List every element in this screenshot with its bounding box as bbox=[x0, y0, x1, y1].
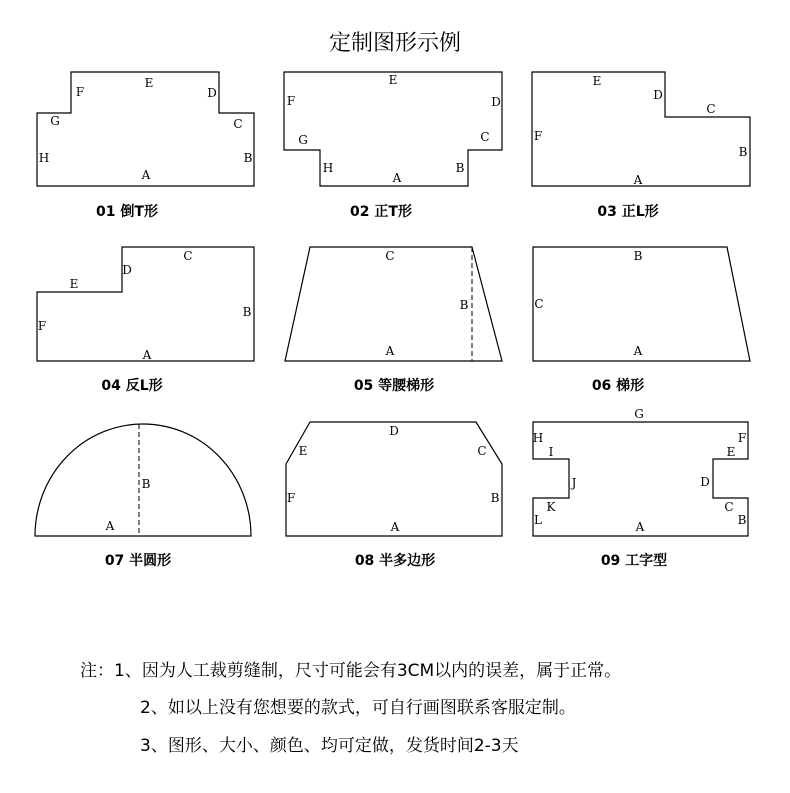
side-label-A: A bbox=[142, 348, 152, 362]
side-label-H: H bbox=[38, 151, 50, 165]
side-label-K: K bbox=[546, 500, 556, 514]
side-label-C: C bbox=[706, 102, 716, 116]
side-label-D: D bbox=[389, 424, 399, 438]
note-2: 2、如以上没有您想要的款式，可自行画图联系客服定制。 bbox=[140, 698, 576, 718]
side-label-E: E bbox=[388, 73, 398, 87]
side-label-B: B bbox=[459, 298, 469, 312]
shape-4 bbox=[37, 247, 254, 394]
side-label-F: F bbox=[286, 491, 296, 505]
note-1: 注：1、因为人工裁剪缝制，尺寸可能会有3CM以内的误差，属于正常。 bbox=[80, 661, 622, 681]
note-3: 3、图形、大小、颜色、均可定做，发货时间2-3天 bbox=[140, 736, 519, 756]
side-label-H: H bbox=[322, 161, 334, 175]
side-label-E: E bbox=[592, 74, 602, 88]
shape-1 bbox=[37, 72, 254, 220]
side-label-E: E bbox=[298, 444, 308, 458]
side-label-G: G bbox=[50, 114, 60, 128]
side-label-C: C bbox=[477, 444, 487, 458]
shape-caption: 07 半圆形 bbox=[104, 553, 172, 569]
side-label-G: G bbox=[298, 133, 308, 147]
side-label-D: D bbox=[122, 263, 132, 277]
shape-outline bbox=[533, 422, 748, 536]
side-label-A: A bbox=[390, 520, 400, 534]
side-label-G: G bbox=[634, 407, 644, 421]
shape-3 bbox=[532, 72, 750, 220]
side-label-J: J bbox=[571, 476, 577, 490]
shape-caption: 01 倒T形 bbox=[96, 204, 158, 220]
shape-8 bbox=[286, 422, 502, 569]
side-label-F: F bbox=[37, 319, 47, 333]
side-label-A: A bbox=[633, 173, 643, 187]
shape-caption: 02 正T形 bbox=[350, 204, 412, 220]
side-label-C: C bbox=[233, 117, 243, 131]
side-label-B: B bbox=[243, 151, 253, 165]
side-label-C: C bbox=[183, 249, 193, 263]
side-label-B: B bbox=[141, 477, 151, 491]
side-label-B: B bbox=[490, 491, 500, 505]
shape-outline bbox=[286, 422, 502, 536]
side-label-D: D bbox=[491, 95, 501, 109]
side-label-B: B bbox=[455, 161, 465, 175]
shape-caption: 05 等腰梯形 bbox=[353, 378, 435, 394]
side-label-E: E bbox=[726, 445, 736, 459]
side-label-C: C bbox=[534, 297, 544, 311]
side-label-A: A bbox=[105, 519, 115, 533]
side-label-A: A bbox=[141, 168, 151, 182]
side-label-F: F bbox=[75, 85, 85, 99]
shape-outline bbox=[284, 72, 502, 186]
shape-7 bbox=[35, 424, 251, 569]
side-label-E: E bbox=[69, 277, 79, 291]
shape-2 bbox=[284, 72, 502, 220]
side-label-D: D bbox=[207, 86, 217, 100]
side-label-A: A bbox=[633, 344, 643, 358]
side-label-A: A bbox=[392, 171, 402, 185]
page-title: 定制图形示例 bbox=[328, 31, 461, 56]
side-label-I: I bbox=[548, 445, 554, 459]
shape-caption: 09 工字型 bbox=[600, 553, 668, 569]
shape-outline bbox=[532, 72, 750, 186]
shape-outline bbox=[37, 247, 254, 361]
shape-caption: 04 反L形 bbox=[101, 378, 163, 394]
side-label-B: B bbox=[633, 249, 643, 263]
shape-caption: 03 正L形 bbox=[597, 204, 659, 220]
shape-caption: 06 梯形 bbox=[591, 378, 645, 394]
side-label-D: D bbox=[653, 88, 663, 102]
side-label-H: H bbox=[532, 431, 544, 445]
side-label-L: L bbox=[534, 513, 542, 527]
side-label-F: F bbox=[286, 94, 296, 108]
side-label-C: C bbox=[480, 130, 490, 144]
side-label-B: B bbox=[738, 145, 748, 159]
side-label-B: B bbox=[242, 305, 252, 319]
shape-6 bbox=[533, 247, 750, 394]
side-label-E: E bbox=[144, 76, 154, 90]
side-label-A: A bbox=[635, 520, 645, 534]
side-label-F: F bbox=[737, 431, 747, 445]
side-label-C: C bbox=[385, 249, 395, 263]
side-label-F: F bbox=[533, 129, 543, 143]
side-label-C: C bbox=[724, 500, 734, 514]
shape-caption: 08 半多边形 bbox=[354, 553, 436, 569]
side-label-D: D bbox=[700, 475, 710, 489]
side-label-B: B bbox=[737, 513, 747, 527]
shape-9 bbox=[533, 407, 748, 569]
side-label-A: A bbox=[385, 344, 395, 358]
shape-5 bbox=[285, 247, 502, 394]
